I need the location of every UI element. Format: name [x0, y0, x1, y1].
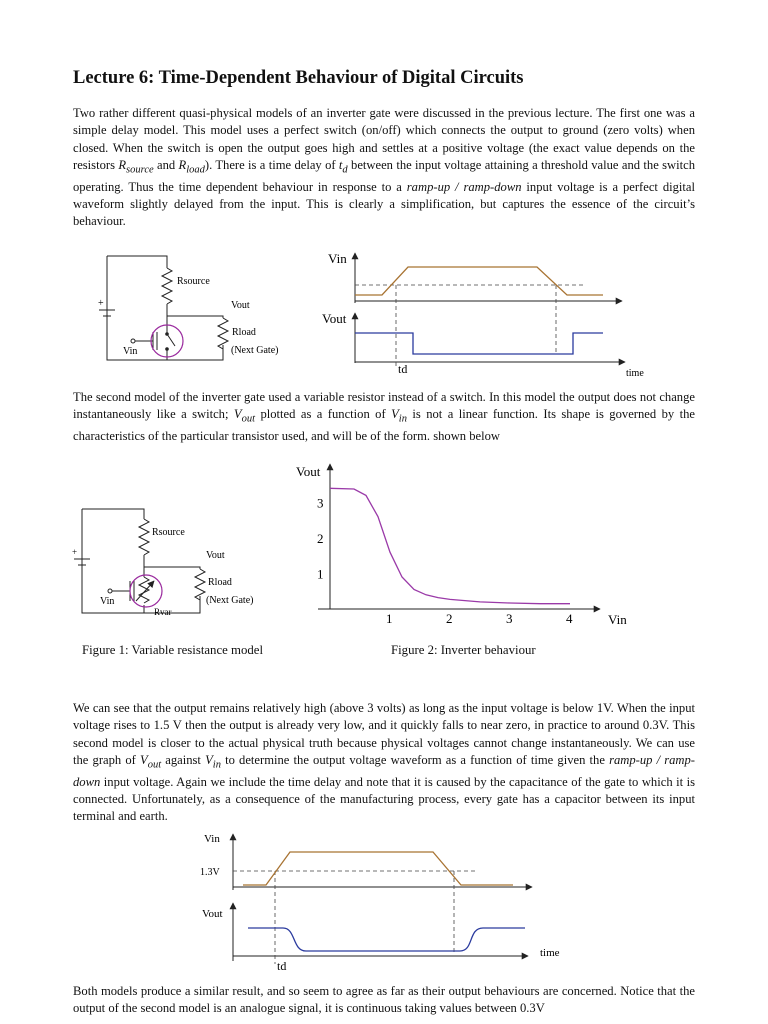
label-vin: Vin — [204, 833, 220, 845]
label-vout: Vout — [231, 300, 250, 311]
label-vin: Vin — [328, 251, 347, 266]
variable-resistance-circuit — [68, 505, 268, 625]
label-threshold: 1.3V — [200, 867, 220, 878]
chart-x-tick: 1 — [386, 611, 393, 626]
chart-x-tick: 2 — [446, 611, 453, 626]
label-time: time — [540, 947, 560, 959]
label-r-load: Rload — [232, 327, 256, 338]
label-next-gate: (Next Gate) — [231, 345, 279, 356]
paragraph-analysis: We can see that the output remains relatively high (above 3 volts) as long as the input voltage is below 1V. When the input voltage rises to 1.5 V then the output is already very low, and it quickly falls to near zero, in practice to around 0.3V. This second model is closer to the actual physical truth because physical voltages cannot change instantaneously. We can use the graph of $V_{out}$ against $V_{in}$ to determine the output voltage waveform as a function of time given the ramp-up / ramp-down input voltage. Again we include the time delay and note that it is caused by the capacitance of the gate to which it is connected. Unfortunately, as a consequence of the manufacturing process, every gate has a capacitor between its input terminal and earth. — [73, 701, 696, 824]
figure-2-caption: Figure 2: Inverter behaviour — [391, 643, 536, 657]
label-time: time — [626, 368, 644, 379]
chart-series-line — [330, 488, 570, 603]
chart-y-tick: 2 — [317, 531, 324, 546]
label-vin: Vin — [100, 596, 115, 607]
label-next-gate: (Next Gate) — [206, 595, 254, 606]
chart-xlabel: Vin — [608, 612, 627, 627]
paragraph-conclusion: Both models produce a similar result, and so seem to agree as far as their output behaviours are concerned. Notice that the output of the second model is an analogue signal, it is continuous taking values between 0.3V — [73, 984, 695, 1016]
chart-y-tick: 1 — [317, 566, 324, 582]
analog-waveform-figure — [198, 828, 578, 978]
label-vout: Vout — [322, 311, 347, 326]
paragraph-variable-resistor: The second model of the inverter gate used a variable resistor instead of a switch. In this model the output does not change instantaneously like a switch; $V_{out}$ plotted as a function of $V_{in}$ is not a linear function. Its shape is governed by the characteristics of the particular transistor used, and will be of the form. shown below — [73, 390, 695, 444]
page-title: Lecture 6: Time-Dependent Behaviour of Digital Circuits — [73, 68, 524, 88]
label-r-var: Rvar — [154, 607, 172, 617]
label-td: td — [277, 959, 287, 973]
label-vout: Vout — [202, 908, 223, 920]
label-r-load: Rload — [208, 577, 232, 588]
figure-1-caption: Figure 1: Variable resistance model — [82, 643, 263, 657]
chart-y-tick: 3 — [317, 495, 324, 511]
paragraph-intro: Two rather different quasi-physical models of an inverter gate were discussed in the previous lecture. The first one was a simple delay model. This model uses a perfect switch (on/off) which connects the output to ground (zero volts) when closed. When the switch is open the output goes high and settles at a positive voltage (the exact value depends on the resistors $R_{source}$ and $R_{load}$). There is a time delay of $t_d$ between the input voltage attaining a threshold value and the switch operating. Thus the time dependent behaviour in response to a ramp-up / ramp-down input voltage is a perfect digital waveform slightly delayed from the input. This is clearly a simplification, but captures the essence of the circuit’s behaviour. — [73, 106, 696, 229]
svg-text:+: + — [72, 547, 78, 557]
label-vin: Vin — [123, 346, 138, 357]
label-r-source: Rsource — [177, 276, 210, 287]
inverter-transfer-chart — [290, 458, 640, 630]
label-vout: Vout — [206, 550, 225, 561]
label-r-source: Rsource — [152, 527, 185, 538]
chart-ylabel: Vout — [296, 464, 321, 479]
label-td: td — [398, 362, 408, 376]
switch-model-circuit — [95, 250, 310, 370]
digital-waveform-figure — [320, 245, 660, 380]
chart-x-tick: 3 — [506, 611, 513, 626]
svg-text:+: + — [98, 298, 104, 309]
chart-x-tick: 4 — [566, 611, 573, 626]
